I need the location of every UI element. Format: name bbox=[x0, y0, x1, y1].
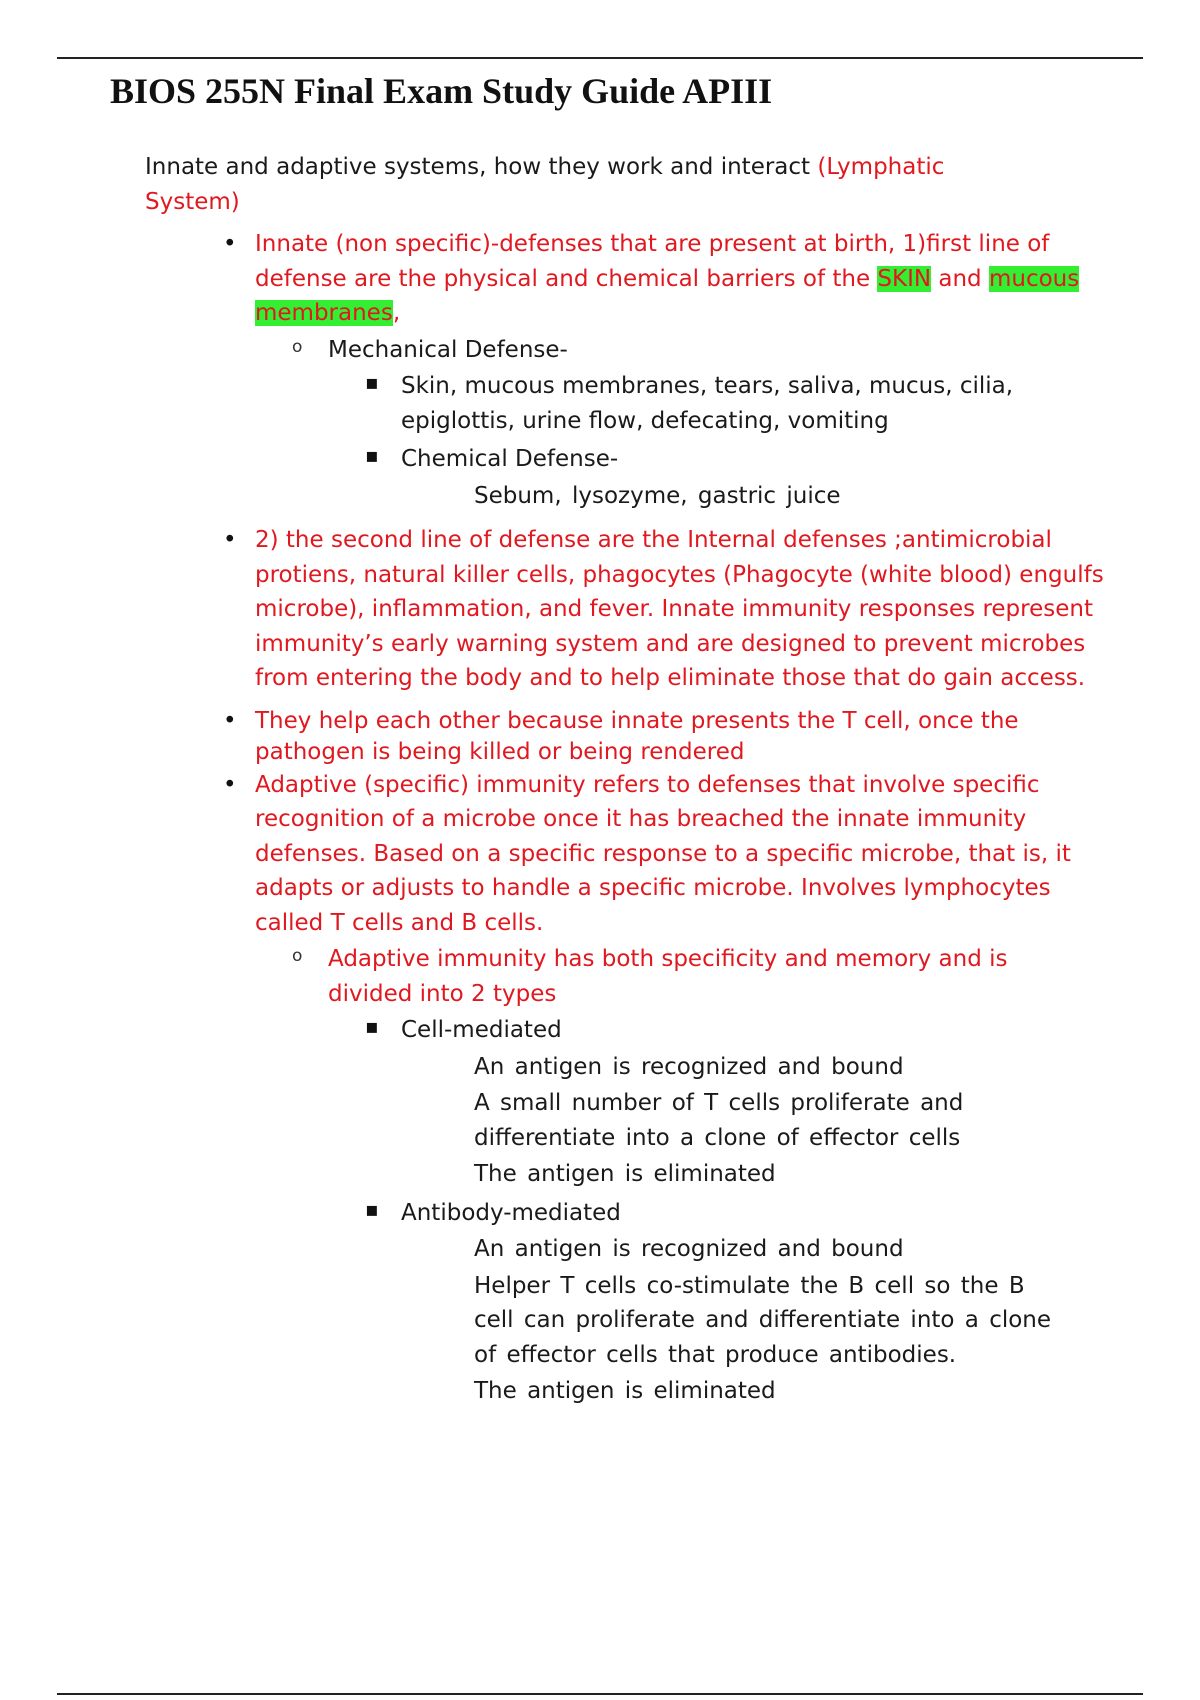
innate-and: and bbox=[931, 265, 989, 292]
adaptive-types-list bbox=[328, 1013, 1052, 1409]
adaptive-sub-list bbox=[255, 942, 1105, 1409]
adaptive-types-text: Adaptive immunity has both specificity and memory and is divided into 2 types bbox=[328, 946, 1008, 1007]
main-bullet-list bbox=[145, 227, 1104, 1409]
mechanical-label: Mechanical Defense- bbox=[328, 336, 568, 363]
type-cell-mediated bbox=[401, 1013, 1051, 1192]
page-title: BIOS 255N Final Exam Study Guide APIII bbox=[110, 71, 773, 111]
study-guide-body bbox=[145, 150, 1104, 1419]
sub-item-mechanical-defense bbox=[328, 333, 1048, 514]
bullet-help-each-other: • They help each other because innate presents the T cell, once the pathogen is being killed or being rendered bbox=[255, 706, 1085, 768]
cell-mediated-step: The antigen is eliminated bbox=[474, 1161, 776, 1188]
bullet-innate bbox=[255, 227, 1085, 513]
intro-paragraph bbox=[145, 150, 1015, 219]
cell-mediated-label: Cell-mediated bbox=[401, 1017, 562, 1044]
antibody-mediated-label: Antibody-mediated bbox=[401, 1199, 621, 1226]
antibody-mediated-step: The antigen is eliminated bbox=[474, 1378, 776, 1405]
top-rule bbox=[57, 57, 1143, 59]
bottom-rule bbox=[57, 1693, 1143, 1695]
cell-mediated-steps bbox=[401, 1050, 1051, 1192]
intro-text: Innate and adaptive systems, how they work and interact bbox=[145, 154, 818, 180]
chemical-label: Chemical Defense- bbox=[401, 446, 619, 472]
defense-list bbox=[328, 369, 1048, 513]
innate-sub-list bbox=[255, 333, 1085, 514]
antibody-mediated-step: An antigen is recognized and bound bbox=[474, 1236, 904, 1263]
type-antibody-mediated bbox=[401, 1196, 1051, 1409]
chemical-items: Sebum, lysozyme, gastric juice bbox=[474, 482, 841, 509]
cell-mediated-step: An antigen is recognized and bound bbox=[474, 1053, 904, 1080]
mechanical-items: ▪ Skin, mucous membranes, tears, saliva, mucus, cilia, epiglottis, urine flow, defecating, vomiting bbox=[401, 369, 1051, 438]
antibody-mediated-step: Helper T cells co-stimulate the B cell so the B cell can proliferate and differentiate into a clone of effector cells that produce antibodies. bbox=[474, 1272, 1052, 1368]
highlight-skin: SKIN bbox=[877, 265, 932, 292]
innate-text: Innate (non specific)-defenses that are present at birth, 1)first line of defense are the physical and chemical barriers of the bbox=[255, 231, 1050, 292]
cell-mediated-step: A small number of T cells proliferate and differentiate into a clone of effector cells bbox=[474, 1090, 964, 1151]
intro-topic: (Lymphatic System) bbox=[145, 154, 945, 215]
sub-item-adaptive-types bbox=[328, 942, 1052, 1409]
innate-comma: , bbox=[392, 300, 401, 326]
antibody-mediated-steps bbox=[401, 1232, 1051, 1409]
bullet-adaptive bbox=[255, 768, 1105, 1409]
chemical-items-list bbox=[401, 479, 1051, 514]
bullet-second-line: • 2) the second line of defense are the Internal defenses ;antimicrobial protiens, natural killer cells, phagocytes (Phagocyte (white blood) engulfs microbe), inflammation, and fever. Innate immunity responses represent immunity’s early warning system and are designed to prevent microbes from entering the body and to help eliminate those that do gain access. bbox=[255, 523, 1105, 696]
adaptive-text: Adaptive (specific) immunity refers to defenses that involve specific recognition of a microbe once it has breached the innate immunity defenses. Based on a specific response to a specific microbe, that is, it adapts or adjusts to handle a specific microbe. Involves lymphocytes called T cells and B cells. bbox=[255, 771, 1071, 936]
highlight-mucous-membranes: mucous membranes bbox=[255, 265, 1080, 326]
sub-item-chemical-defense bbox=[401, 442, 1051, 513]
